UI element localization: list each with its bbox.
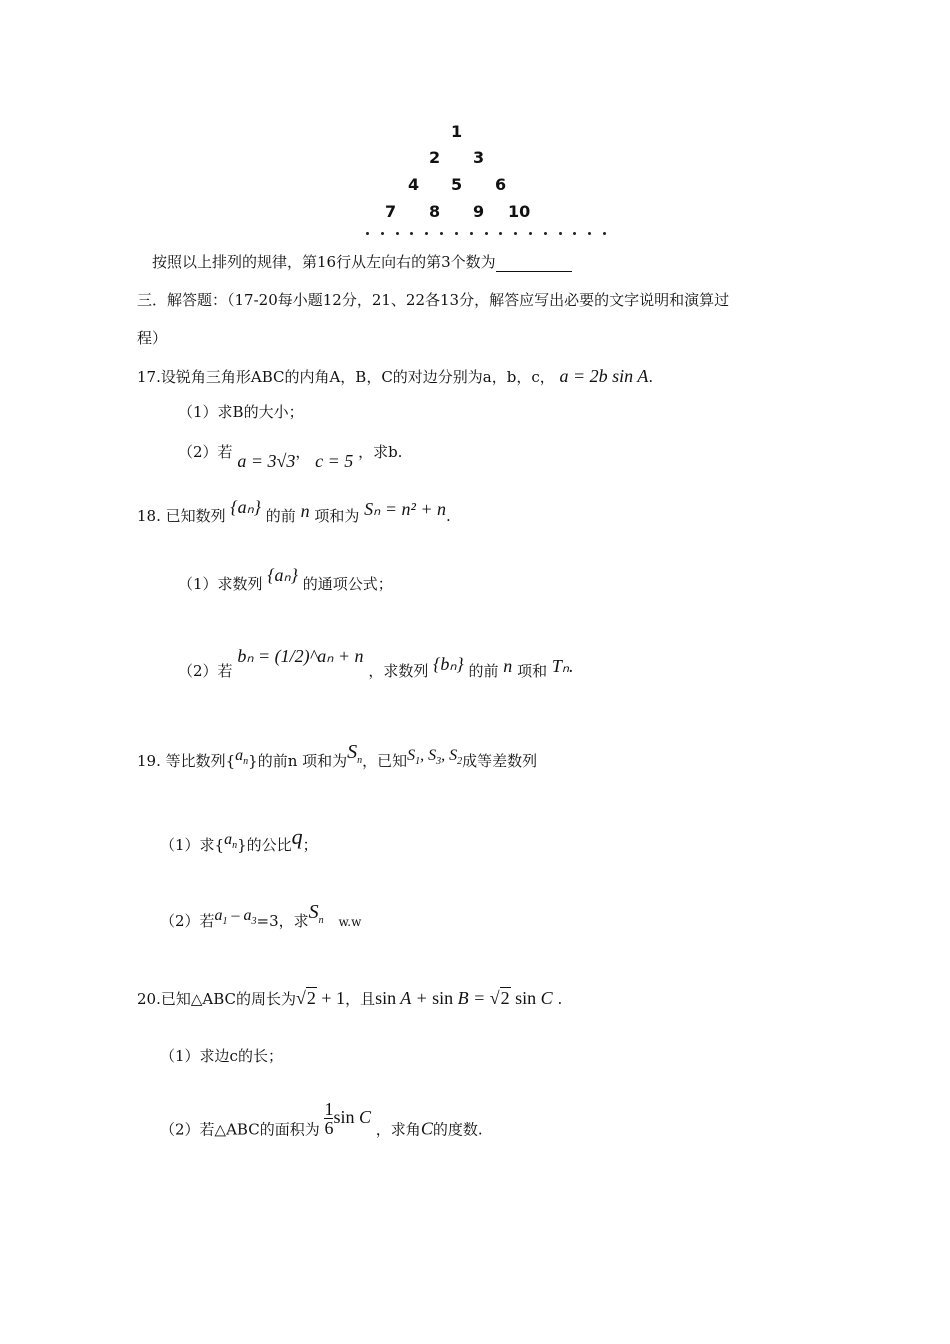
- q18-n: n: [300, 501, 310, 521]
- triangle-cell: 6: [495, 175, 507, 194]
- q20-part2: （2）若△ABC的面积为 $\frac{1}{6}$ sin C ，求角C的度数.: [160, 1099, 483, 1139]
- q20-part1: （1）求边c的长；: [160, 1047, 283, 1065]
- q19-a1-a3: $a_1 - a_3$: [214, 907, 257, 928]
- q18-equation: Sₙ = n² + n: [364, 499, 447, 519]
- triangle-cell: 7: [385, 202, 397, 221]
- q19-an: $a_n$: [235, 747, 249, 768]
- q18-seq: {aₙ}: [230, 497, 261, 517]
- triangle-cell: 8: [429, 202, 441, 221]
- triangle-cell: 2: [429, 148, 441, 167]
- q18-bn-seq: {bₙ}: [433, 654, 464, 674]
- q18-part2: （2）若 bₙ = (1/2)^aₙ + n ，求数列 {bₙ} 的前 n 项和 Tₙ.: [178, 646, 574, 680]
- triangle-cell: 1: [451, 122, 463, 141]
- q19-stem: 19. 等比数列$\{a_n\}$的前n 项和为$S_n$，已知$S_1$, $S_3$, $S_2$成等差数列: [137, 741, 538, 770]
- q20-stem: 20.已知△ABC的周长为√2 + 1，且sin A + sin B = √2 sin C .: [137, 988, 563, 1008]
- q19-q: q: [291, 824, 303, 849]
- triangle-cell: 5: [451, 175, 463, 194]
- triangle-cell: 3: [473, 148, 485, 167]
- q20-sin-equation: sin A + sin B = √2 sin C: [375, 988, 553, 1008]
- q18-stem: 18. 已知数列 {aₙ} 的前 n 项和为 Sₙ = n² + n.: [137, 497, 451, 525]
- triangle-cell: 9: [473, 202, 485, 221]
- q17-stem: 17.设锐角三角形ABC的内角A，B，C的对边分别为a，b，c， a = 2b sin A.: [137, 366, 654, 386]
- q17-eq-c: c = 5: [315, 451, 354, 471]
- q17-part2: （2）若 a = 3√3， c = 5 ，求b.: [178, 443, 403, 471]
- q17-eq-a: a = 3√3: [237, 451, 296, 471]
- q19-part1: （1）求$\{a_n\}$的公比q；: [160, 824, 318, 854]
- q17-part1: （1）求B的大小；: [178, 403, 304, 421]
- section-heading-cont: 程）: [137, 329, 168, 347]
- q18-seq-ref: {aₙ}: [267, 565, 298, 585]
- answer-blank: [496, 257, 572, 272]
- q19-Sn-ref: $S_n$: [308, 901, 324, 926]
- q19-an-ref: $a_n$: [224, 831, 238, 852]
- section-heading: 三．解答题：（17-20每小题12分，21、22各13分，解答应写出必要的文字说明和演算过: [137, 291, 730, 309]
- q19-Sn: $S_n$: [347, 741, 363, 766]
- q19-part2: （2）若$a_1 - a_3=3$，求$S_n$ w.w: [160, 901, 362, 930]
- q20-angle-C: C: [420, 1118, 433, 1139]
- q18-bn-equation: bₙ = (1/2)^aₙ + n: [237, 646, 364, 666]
- triangle-cell: 4: [408, 175, 420, 194]
- q18-part1: （1）求数列 {aₙ} 的通项公式；: [178, 565, 393, 593]
- q18-Tn: Tₙ.: [551, 656, 574, 676]
- q19-S-terms: $S_1$, $S_3$, $S_2$: [407, 747, 463, 768]
- q20-perimeter: √2 + 1: [296, 988, 346, 1008]
- q17-equation: a = 2b sin A: [559, 366, 649, 386]
- triangle-cell: 10: [508, 202, 531, 221]
- fill-in-question: 按照以上排列的规律，第16行从左向右的第3个数为: [152, 252, 572, 272]
- ellipsis-dots: [366, 232, 606, 235]
- q20-area: $\frac{1}{6}$ sin C: [324, 1099, 372, 1138]
- q18-n-ref: n: [503, 656, 513, 676]
